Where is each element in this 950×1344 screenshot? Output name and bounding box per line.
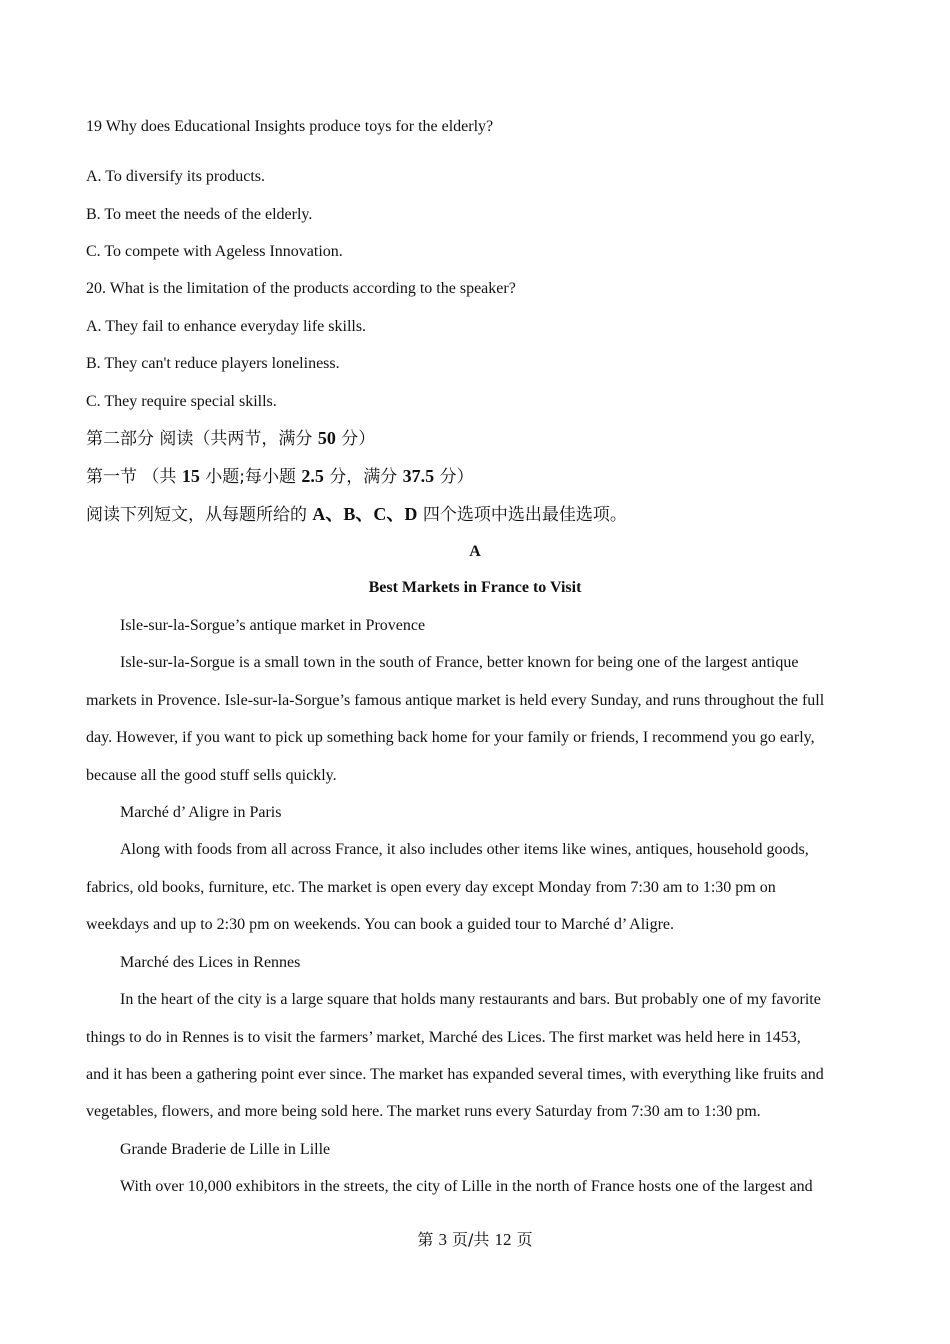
page-footer xyxy=(0,1230,950,1250)
question-19-option-a: A. To diversify its products. xyxy=(86,168,266,185)
part2-heading-score: 50 xyxy=(317,428,336,448)
paragraph-line: Along with foods from all across France, it also includes other items like wines, antiques, household goods, xyxy=(120,841,809,858)
question-19-option-c: C. To compete with Ageless Innovation. xyxy=(86,243,343,260)
section1-points-each: 2.5 xyxy=(301,466,324,486)
passage-title: Best Markets in France to Visit xyxy=(368,579,582,596)
instruction-suffix: 四个选项中选出最佳选项。 xyxy=(417,505,627,525)
paragraph-line: things to do in Rennes is to visit the farmers’ market, Marché des Lices. The first market was held here in 1453, xyxy=(86,1029,801,1046)
paragraph-line: markets in Provence. Isle-sur-la-Sorgue’s famous antique market is held every Sunday, and runs throughout the full xyxy=(86,692,825,709)
question-20-option-b: B. They can't reduce players loneliness. xyxy=(86,355,340,372)
section1-points-total: 37.5 xyxy=(402,466,435,486)
paragraph-line: With over 10,000 exhibitors in the streets, the city of Lille in the north of France hosts one of the largest and xyxy=(120,1178,813,1195)
footer-page-number: 3 xyxy=(438,1230,447,1249)
paragraph-line: fabrics, old books, furniture, etc. The market is open every day except Monday from 7:30 am to 1:30 pm on xyxy=(86,879,776,896)
question-20-stem: 20. What is the limitation of the products according to the speaker? xyxy=(86,280,516,297)
question-20-option-c: C. They require special skills. xyxy=(86,393,277,410)
market-heading: Marché d’ Aligre in Paris xyxy=(120,804,282,821)
footer-separator: 页/共 xyxy=(446,1230,495,1249)
paragraph-line: Isle-sur-la-Sorgue is a small town in the south of France, better known for being one of the largest antique xyxy=(120,654,799,671)
market-heading: Grande Braderie de Lille in Lille xyxy=(120,1141,331,1158)
part2-heading-suffix: 分） xyxy=(335,429,376,449)
instruction-text: 阅读下列短文，从每题所给的 xyxy=(86,505,313,525)
market-heading: Marché des Lices in Rennes xyxy=(120,954,301,971)
footer-suffix: 页 xyxy=(511,1230,533,1249)
paragraph-line: because all the good stuff sells quickly. xyxy=(86,767,337,784)
section1-heading-suffix: 分） xyxy=(434,467,474,487)
section1-heading xyxy=(86,466,866,487)
paragraph-line: and it has been a gathering point ever since. The market has expanded several times, with everything like fruits and xyxy=(86,1066,824,1083)
paragraph-line: In the heart of the city is a large square that holds many restaurants and bars. But probably one of my favorite xyxy=(120,991,821,1008)
passage-label: A xyxy=(469,543,481,560)
section1-heading-mid: 小题;每小题 xyxy=(199,467,302,487)
section1-heading-mid2: 分，满分 xyxy=(323,467,403,487)
paragraph-line: vegetables, flowers, and more being sold here. The market runs every Saturday from 7:30 am to 1:30 pm. xyxy=(86,1103,761,1120)
market-heading: Isle-sur-la-Sorgue’s antique market in Provence xyxy=(120,617,426,634)
footer-total-pages: 12 xyxy=(494,1230,512,1249)
paragraph-line: weekdays and up to 2:30 pm on weekends. You can book a guided tour to Marché d’ Aligre. xyxy=(86,916,675,933)
section1-heading-text: 第一节 （共 xyxy=(86,467,182,487)
footer-prefix: 第 xyxy=(417,1230,439,1249)
part2-heading-text: 第二部分 阅读（共两节，满分 xyxy=(86,429,318,449)
paragraph-line: day. However, if you want to pick up something back home for your family or friends, I recommend you go early, xyxy=(86,729,815,746)
question-19-option-b: B. To meet the needs of the elderly. xyxy=(86,206,313,223)
instruction-option-letters: A、B、C、D xyxy=(312,504,418,524)
question-19-stem: 19 Why does Educational Insights produce toys for the elderly? xyxy=(86,118,494,135)
part2-heading xyxy=(86,428,866,449)
section1-question-count: 15 xyxy=(181,466,200,486)
question-20-option-a: A. They fail to enhance everyday life skills. xyxy=(86,318,367,335)
section1-instruction xyxy=(86,504,866,525)
